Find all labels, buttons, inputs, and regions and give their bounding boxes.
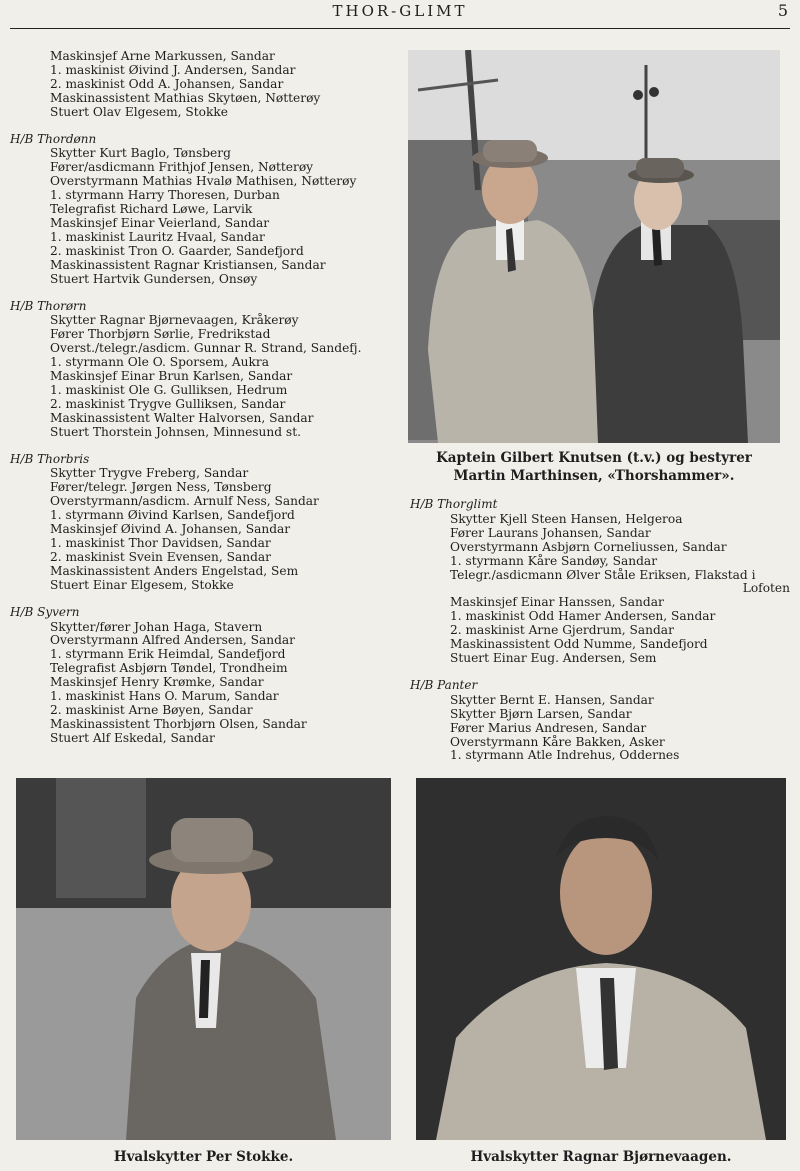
crew-line: Maskinsjef Einar Hanssen, Sandar [450,595,664,610]
crew-line: Stuert Einar Eug. Andersen, Sem [450,650,657,665]
crew-line: Maskinsjef Henry Krømke, Sandar [50,675,264,690]
portrait-image [416,778,786,1140]
ship-heading: H/B Thorørn [10,298,87,313]
right-text-column [410,498,790,776]
crew-line: Overstyrmann Kåre Bakken, Asker [450,734,665,749]
crew-line: Overstyrmann Asbjørn Corneliussen, Sandar [450,539,727,554]
crew-line: 1. styrmann Atle Indrehus, Oddernes [450,748,680,763]
caption-line: Martin Marthinsen, «Thorshammer». [453,468,735,484]
crew-line: Skytter Bjørn Larsen, Sandar [450,706,632,721]
crew-line: 1. maskinist Ole G. Gulliksen, Hedrum [50,382,288,397]
crew-line: Maskinsjef Øivind A. Johansen, Sandar [50,522,291,537]
page-number: 5 [777,1,788,20]
crew-line: Maskinassistent Anders Engelstad, Sem [50,563,299,578]
crew-line: Skytter Bernt E. Hansen, Sandar [450,692,654,707]
intro-crew-list [10,50,390,120]
crew-line: Maskinassistent Mathias Skytøen, Nøtterøy [50,90,321,105]
crew-line: 2. maskinist Svein Evensen, Sandar [50,549,271,564]
crew-line: Stuert Thorstein Johnsen, Minnesund st. [50,424,301,439]
photo-caption-bottom-left: Hvalskytter Per Stokke. [113,1149,294,1165]
section-thordonn [10,133,390,287]
crew-line: 1. styrmann Øivind Karlsen, Sandefjord [50,508,295,523]
crew-line: Maskinassistent Odd Numme, Sandefjord [450,637,708,652]
crew-line: 1. maskinist Hans O. Marum, Sandar [50,689,279,704]
section-syvern [10,606,390,746]
crew-line: 2. maskinist Arne Bøyen, Sandar [50,702,253,717]
crew-line: 1. styrmann Kåre Sandøy, Sandar [450,553,658,568]
crew-line: Stuert Einar Elgesem, Stokke [50,577,234,592]
crew-line: Stuert Olav Elgesem, Stokke [50,104,228,119]
dock-scene-image [408,50,780,443]
crew-line: Overstyrmann Mathias Hvalø Mathisen, Nøtterøy [50,174,357,189]
crew-line: Fører Thorbjørn Sørlie, Fredrikstad [50,327,271,342]
crew-line: Maskinsjef Einar Brun Karlsen, Sandar [50,369,293,384]
crew-line: Maskinsjef Arne Markussen, Sandar [50,49,275,63]
ship-heading: H/B Syvern [10,604,80,619]
crew-line: Skytter Kurt Baglo, Tønsberg [50,146,231,161]
crew-line: 2. maskinist Odd A. Johansen, Sandar [50,76,284,91]
crew-line: Skytter Trygve Freberg, Sandar [50,466,249,481]
crew-line: 1. styrmann Harry Thoresen, Durban [50,188,280,203]
crew-line: 1. maskinist Øivind J. Andersen, Sandar [50,62,296,77]
crew-line: Fører/asdicmann Frithjof Jensen, Nøtterøy [50,160,314,175]
photo-per-stokke [16,778,391,1140]
crew-line: Fører/telegr. Jørgen Ness, Tønsberg [50,480,272,495]
ship-heading: H/B Panter [410,677,478,692]
crew-line: 1. maskinist Lauritz Hvaal, Sandar [50,229,265,244]
caption-line: Kaptein Gilbert Knutsen (t.v.) og bestyrer [436,450,752,466]
magazine-title: THOR-GLIMT [332,2,468,20]
crew-line: 1. styrmann Erik Heimdal, Sandefjord [50,647,286,662]
crew-line: 2. maskinist Tron O. Gaarder, Sandefjord [50,243,304,258]
crew-line: Overst./telegr./asdicm. Gunnar R. Strand, Sandefj. [50,341,362,356]
photo-captain-and-manager [408,50,780,443]
photo-ragnar-bjornevaagen [416,778,786,1140]
ship-heading: H/B Thordønn [10,131,97,146]
ship-heading: H/B Thorglimt [410,497,498,511]
crew-line: Stuert Hartvik Gundersen, Onsøy [50,271,258,286]
crew-line: 1. styrmann Ole O. Sporsem, Aukra [50,355,269,370]
section-thororn [10,300,390,440]
page-header [10,0,790,29]
photo-caption-top [408,449,780,485]
crew-line: 1. maskinist Thor Davidsen, Sandar [50,536,271,550]
crew-line: Maskinsjef Einar Veierland, Sandar [50,215,270,230]
section-thorbris [10,453,390,593]
section-thorglimt [410,498,790,666]
portrait-image [16,778,391,1140]
crew-line: Skytter Ragnar Bjørnevaagen, Kråkerøy [50,313,299,328]
crew-line: Overstyrmann/asdicm. Arnulf Ness, Sandar [50,494,319,509]
section-panter [410,679,790,763]
crew-line-continuation: Lofoten [742,581,790,596]
crew-line: 1. maskinist Odd Hamer Andersen, Sandar [450,609,716,624]
crew-line: Stuert Alf Eskedal, Sandar [50,730,215,745]
crew-line: Fører Marius Andresen, Sandar [450,720,647,735]
crew-line: Telegr./asdicmann Ølver Ståle Eriksen, Flakstad i [450,567,756,582]
crew-line: Skytter Kjell Steen Hansen, Helgeroa [450,511,683,526]
crew-line: 2. maskinist Trygve Gulliksen, Sandar [50,396,286,411]
photo-caption-bottom-right: Hvalskytter Ragnar Bjørnevaagen. [470,1149,732,1165]
crew-line: Skytter/fører Johan Haga, Stavern [50,619,263,634]
crew-line: Maskinassistent Walter Halvorsen, Sandar [50,410,314,425]
crew-line: Maskinassistent Thorbjørn Olsen, Sandar [50,716,307,731]
left-text-column [10,50,390,759]
crew-line: Maskinassistent Ragnar Kristiansen, Sandar [50,257,326,272]
crew-line: Telegrafist Richard Løwe, Larvik [50,202,253,217]
crew-line: Telegrafist Asbjørn Tøndel, Trondheim [50,661,288,676]
ship-heading: H/B Thorbris [10,451,90,466]
crew-line: Fører Laurans Johansen, Sandar [450,525,651,540]
crew-line: 2. maskinist Arne Gjerdrum, Sandar [450,623,674,638]
crew-line: Overstyrmann Alfred Andersen, Sandar [50,633,296,648]
